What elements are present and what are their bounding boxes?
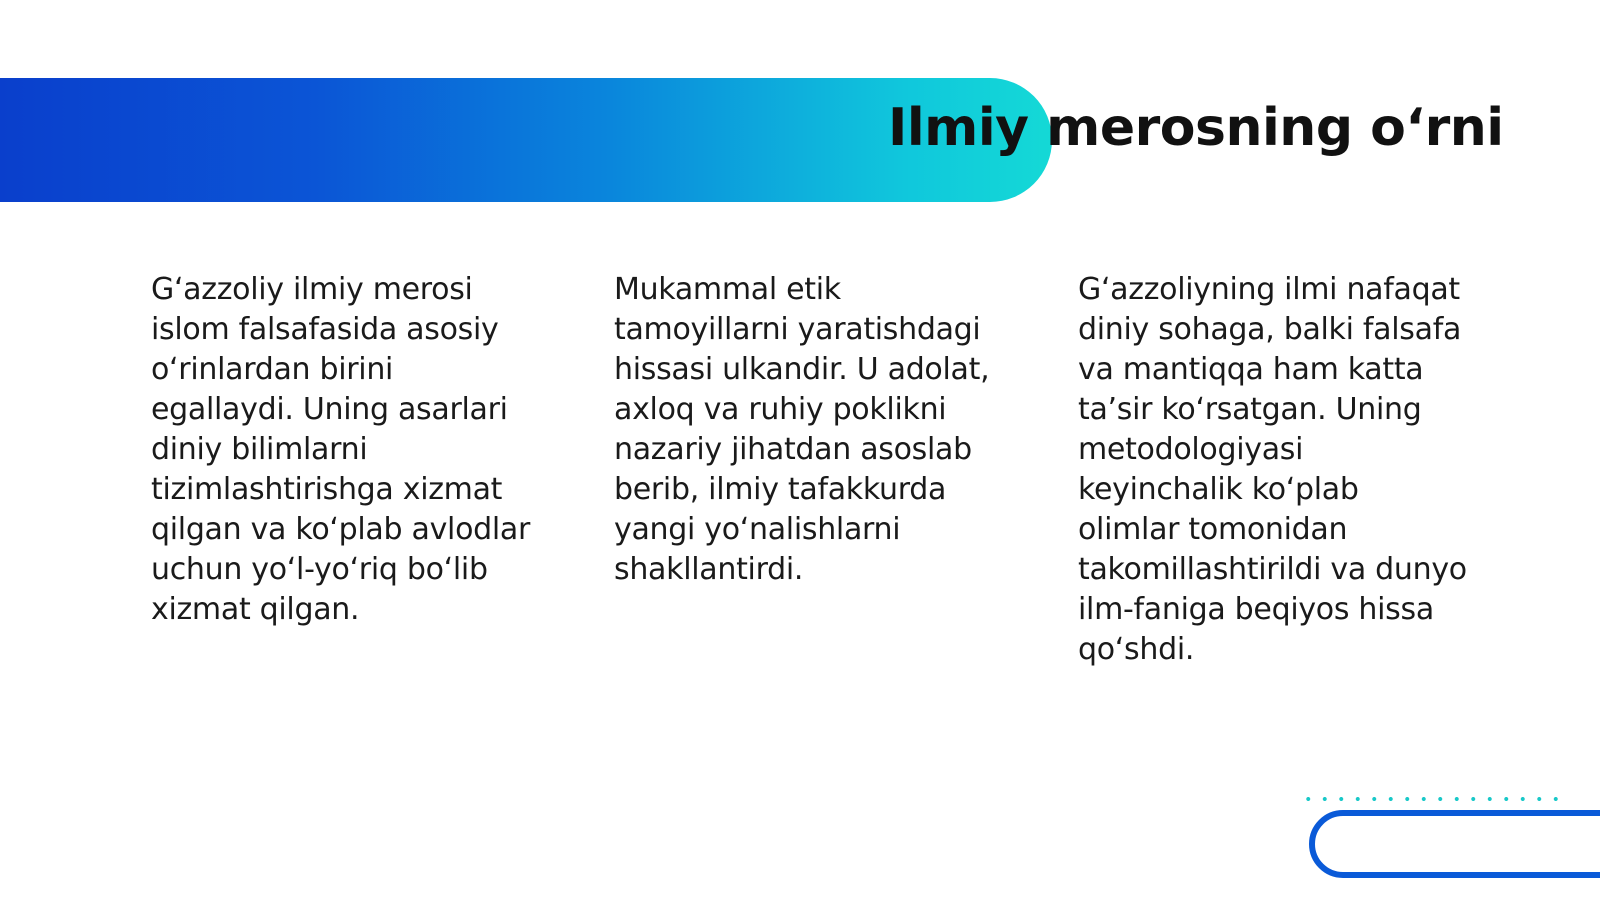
decorative-pill-outline	[1309, 810, 1600, 878]
text-column-1: G‘azzoliy ilmiy merosi islom falsafasida asosiy o‘rinlardan birini egallaydi. Uning asarlari diniy bilimlarni tizimlashtirishga xizmat qilgan va ko‘plab avlodlar uchun yo‘l-yo‘riq bo‘lib xizmat qilgan.	[151, 272, 531, 627]
text-column-3: G‘azzoliyning ilmi nafaqat diniy sohaga, balki falsafa va mantiqqa ham katta ta’sir ko‘rsatgan. Uning metodologiyasi keyinchalik ko‘plab olimlar tomonidan takomillashtirildi va dunyo ilm-faniga beqiyos hissa qo‘shdi.	[1078, 272, 1467, 667]
text-column-2: Mukammal etik tamoyillarni yaratishdagi hissasi ulkandir. U adolat, axloq va ruhiy poklikni nazariy jihatdan asoslab berib, ilmiy tafakkurda yangi yo‘nalishlarni shakllantirdi.	[614, 272, 990, 587]
slide-title: Ilmiy merosning o‘rni	[888, 98, 1504, 158]
decorative-dots	[1300, 796, 1570, 802]
